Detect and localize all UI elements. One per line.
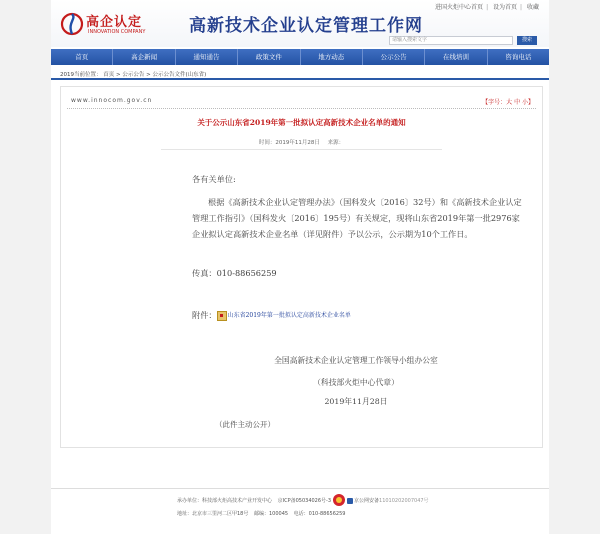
- nav-item-contact[interactable]: 咨询电话: [505, 53, 532, 61]
- top-link-bookmark[interactable]: 收藏: [526, 4, 539, 11]
- attachment-label: 附件：: [192, 310, 217, 320]
- divider: [51, 78, 549, 80]
- nav-item-policy[interactable]: 政策文件: [238, 49, 300, 65]
- nav-item-announcements[interactable]: 公示公告: [363, 49, 425, 65]
- site-title: 高新技术企业认定管理工作网: [189, 16, 423, 36]
- breadcrumb[interactable]: 2019当前位置： 首页 > 公示公告 > 公示公告文件(山东省): [60, 72, 207, 78]
- nav-item-news[interactable]: 高企新闻: [113, 49, 175, 65]
- footer-line-2: [177, 510, 349, 517]
- police-record[interactable]: [347, 497, 429, 504]
- footer-organizer: 承办单位：科技部火炬高技术产业开发中心: [177, 498, 273, 504]
- site-logo[interactable]: [59, 8, 164, 40]
- article-source: 来源：: [327, 140, 345, 146]
- search-input[interactable]: 请输入搜索文字: [389, 36, 513, 45]
- top-link-torch-home[interactable]: 进国火炬中心首页: [435, 4, 484, 11]
- logo-subtext: INNOVATION COMPANY: [88, 29, 146, 35]
- footer-line-1: [177, 497, 335, 504]
- gov-emblem-icon[interactable]: [333, 494, 345, 506]
- police-badge-icon: [347, 498, 353, 504]
- police-label: 京公网安备: [354, 498, 380, 504]
- divider: [51, 488, 549, 489]
- footer-address: 地址：北京市三里河二区甲18号: [177, 511, 249, 517]
- signature-org: 全国高新技术企业认定管理工作领导小组办公室: [274, 356, 438, 365]
- footer-phone: 电话：010-88656259: [293, 511, 346, 517]
- article-meta: [61, 138, 542, 146]
- article-title: 关于公示山东省2019年第一批拟认定高新技术企业名单的通知: [197, 118, 406, 127]
- divider: |: [520, 4, 523, 11]
- public-note: （此件主动公开）: [215, 420, 275, 429]
- nav-item-home[interactable]: 首页: [51, 49, 113, 65]
- signature-seal: （科技部火炬中心代章）: [313, 378, 399, 387]
- nav-item-notices[interactable]: 通知通告: [176, 49, 238, 65]
- police-number: 11010202007047号: [379, 498, 429, 504]
- attachment-file-icon: [217, 311, 227, 321]
- top-link-set-home[interactable]: 设为首页: [493, 4, 518, 11]
- site-footer: [51, 488, 549, 534]
- divider: |: [486, 4, 489, 11]
- signature-date: 2019年11月28日: [324, 397, 388, 406]
- footer-icp[interactable]: 京ICP备05034026号-3: [277, 498, 332, 504]
- greeting: 各有关单位:: [192, 174, 236, 184]
- logo-text: 高企认定: [86, 15, 143, 30]
- search-box: [389, 36, 537, 45]
- article-panel: [60, 86, 543, 448]
- page: [51, 0, 549, 534]
- publish-time: 时间：2019年11月28日: [258, 140, 320, 146]
- logo-flame-icon: [59, 10, 85, 36]
- attachment-link[interactable]: 山东省2019年第一批拟认定高新技术企业名单: [227, 312, 351, 319]
- fax-number: 传真：010-88656259: [192, 268, 277, 278]
- divider: [67, 108, 536, 109]
- nav-item-training[interactable]: 在线培训: [425, 49, 487, 65]
- site-header: [51, 0, 549, 47]
- site-domain: www.innocom.gov.cn: [71, 97, 153, 104]
- nav-item-local[interactable]: 地方动态: [301, 49, 363, 65]
- main-nav: [51, 49, 549, 65]
- article-paragraph: 根据《高新技术企业认定管理办法》（国科发火〔2016〕32号）和《高新技术企业认定管理工作指引》（国科发火〔2016〕195号）有关规定，现将山东省2019年第一批2976家企业拟认定高新技术企业名单（详见附件）予以公示，公示期为10个工作日。: [192, 197, 522, 239]
- divider: [161, 149, 442, 150]
- footer-postcode: 邮编：100045: [253, 511, 289, 517]
- top-links: [432, 2, 539, 11]
- search-button[interactable]: 搜索: [517, 36, 537, 45]
- attachment: [192, 307, 522, 324]
- font-size-switcher[interactable]: 【字号：大 中 小】: [482, 99, 534, 106]
